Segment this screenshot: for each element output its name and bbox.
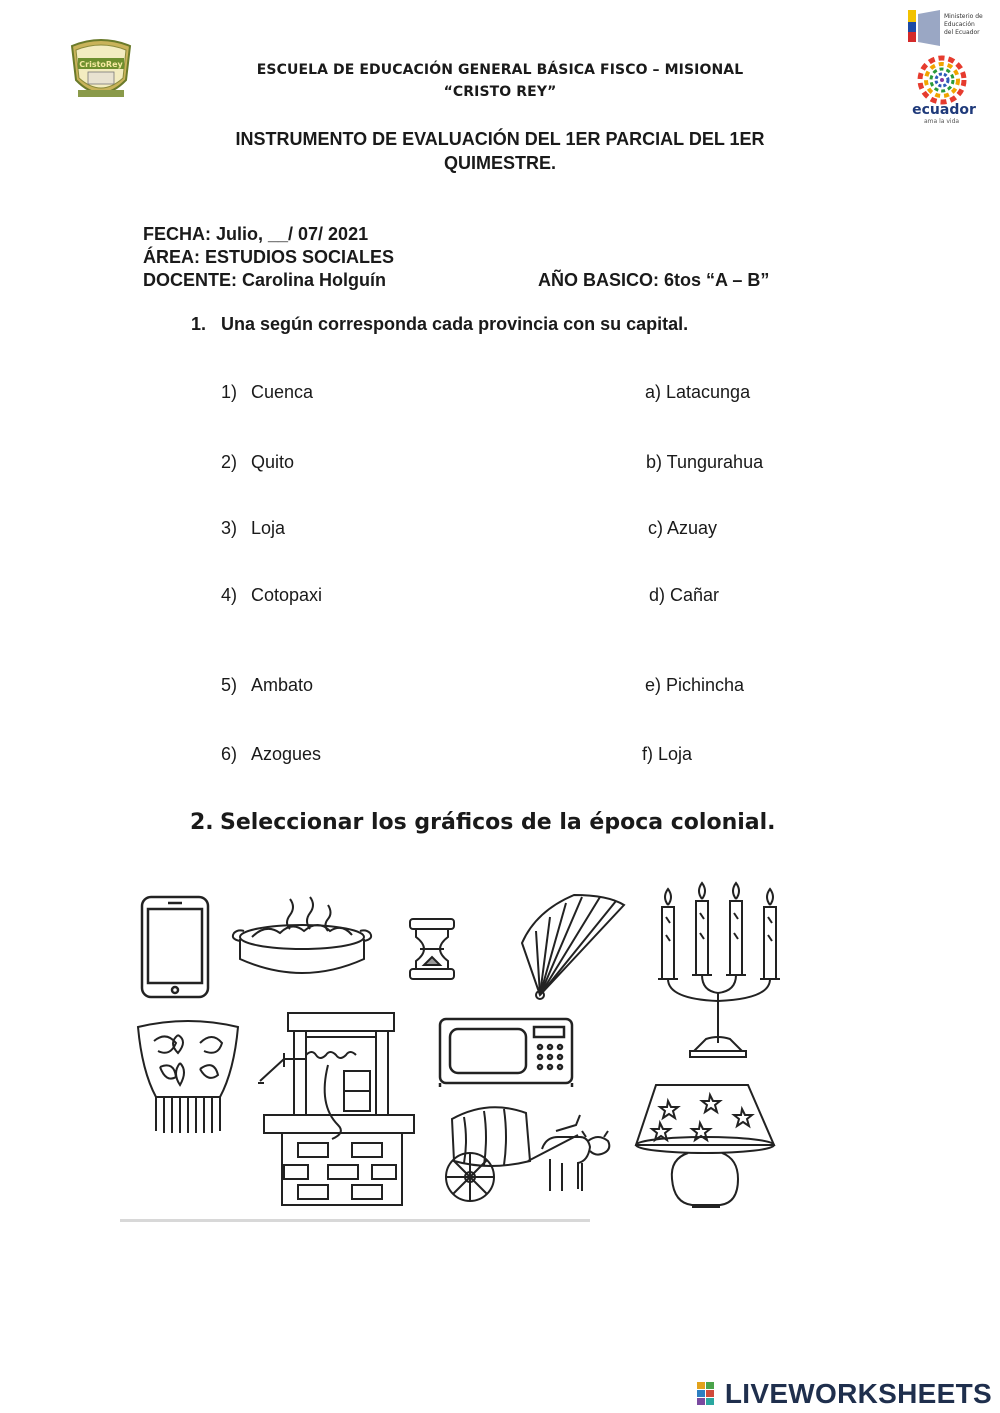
capital-option[interactable]: c) Azuay xyxy=(648,518,718,538)
image-strip-bottom-edge xyxy=(120,1219,590,1222)
ecuador-ama-la-vida-logo xyxy=(906,54,982,126)
question-2-prompt: Seleccionar los gráficos de la época colonial. xyxy=(220,810,776,835)
teacher-name: DOCENTE: Carolina Holguín xyxy=(143,270,386,290)
liveworksheets-logo-icon xyxy=(697,1382,723,1406)
question-1-prompt: Una según corresponda cada provincia con su capital. xyxy=(221,314,689,334)
province-item-text[interactable]: Cuenca xyxy=(251,382,314,402)
capital-option[interactable]: f) Loja xyxy=(642,744,693,764)
capital-option[interactable]: a) Latacunga xyxy=(645,382,751,402)
province-item-number: 1) xyxy=(221,382,238,402)
ox-cart-drawing[interactable] xyxy=(438,1101,618,1209)
province-item-text[interactable]: Ambato xyxy=(251,675,314,695)
microwave-drawing[interactable] xyxy=(436,1015,576,1087)
province-item-number: 6) xyxy=(221,744,238,764)
province-item-number: 5) xyxy=(221,675,238,695)
hand-fan-drawing[interactable] xyxy=(516,891,628,1003)
province-item-number: 3) xyxy=(221,518,238,538)
province-item-number: 4) xyxy=(221,585,238,605)
capital-option[interactable]: e) Pichincha xyxy=(645,675,745,695)
candelabra-drawing[interactable] xyxy=(650,887,780,1061)
capital-option[interactable]: b) Tungurahua xyxy=(646,452,764,472)
crest-text: CristoRey xyxy=(79,60,123,69)
province-item-text[interactable]: Azogues xyxy=(251,744,322,764)
svg-text:ecuador: ecuador xyxy=(912,102,976,118)
school-subtitle: “CRISTO REY” xyxy=(443,84,557,100)
document-title-line-2: QUIMESTRE. xyxy=(443,153,556,173)
school-name: ESCUELA DE EDUCACIÓN GENERAL BÁSICA FISCO – MISIONAL xyxy=(256,62,744,78)
svg-text:del Ecuador: del Ecuador xyxy=(944,29,980,36)
table-lamp-drawing[interactable] xyxy=(630,1079,780,1215)
question-1-number: 1. xyxy=(191,314,207,334)
date-field: FECHA: Julio, __/ 07/ 2021 xyxy=(143,224,369,244)
svg-text:ama la vida: ama la vida xyxy=(924,118,960,125)
province-item-number: 2) xyxy=(221,452,238,472)
province-item-text[interactable]: Cotopaxi xyxy=(251,585,323,605)
water-well-drawing[interactable] xyxy=(254,1009,414,1209)
image-grid xyxy=(120,885,800,1225)
hourglass-drawing[interactable] xyxy=(406,915,462,985)
province-item-text[interactable]: Loja xyxy=(251,518,286,538)
svg-text:Educación: Educación xyxy=(944,21,975,28)
ornamental-comb-drawing[interactable] xyxy=(130,1017,246,1141)
grade-level: AÑO BASICO: 6tos “A – B” xyxy=(538,270,770,290)
svg-text:Ministerio de: Ministerio de xyxy=(944,13,983,20)
subject-area: ÁREA: ESTUDIOS SOCIALES xyxy=(143,247,395,267)
question-2-number: 2. xyxy=(190,810,214,835)
ministry-logo xyxy=(906,6,983,50)
document-title-line-1: INSTRUMENTO DE EVALUACIÓN DEL 1ER PARCIAL DEL 1ER xyxy=(235,129,765,149)
province-item-text[interactable]: Quito xyxy=(251,452,295,472)
liveworksheets-brand[interactable]: LIVEWORKSHEETS xyxy=(724,1378,992,1409)
cooking-pot-drawing[interactable] xyxy=(232,895,372,985)
smartphone-drawing[interactable] xyxy=(136,893,216,997)
capital-option[interactable]: d) Cañar xyxy=(649,585,720,605)
